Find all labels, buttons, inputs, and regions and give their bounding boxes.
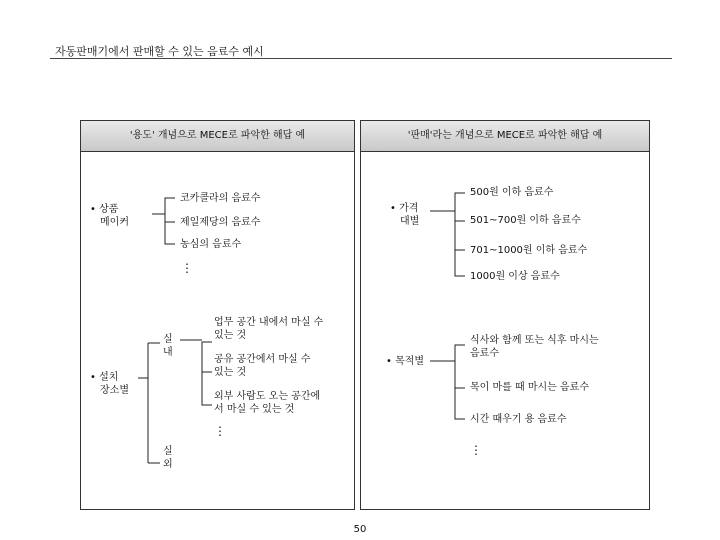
price-item-over-1000: 1000원 이상 음료수	[470, 271, 560, 282]
page-title: 자동판매기에서 판매할 수 있는 음료수 예시	[55, 45, 264, 58]
price-item-under-500: 500원 이하 음료수	[470, 187, 554, 198]
purpose-label: • 목적별	[386, 356, 425, 367]
indoor-item-work-space: 업무 공간 내에서 마실 수 있는 것	[214, 317, 324, 341]
purpose-item-thirsty: 목이 마를 때 마시는 음료수	[470, 382, 589, 393]
page-number: 50	[353, 524, 367, 535]
location-label: • 설치 장소별	[90, 372, 129, 396]
purpose-bracket	[430, 345, 465, 419]
purpose-item-pass-time: 시간 때우기 용 음료수	[470, 414, 567, 425]
indoor-item-shared-space: 공유 공간에서 마실 수 있는 것	[214, 354, 311, 378]
maker-label: • 상품 메이커	[90, 204, 129, 228]
indoor-item-visitor-space: 외부 사람도 오는 공간에 서 마실 수 있는 것	[214, 391, 321, 415]
maker-item-cj: 제일제당의 음료수	[180, 217, 261, 228]
purpose-ellipsis: ⋮	[470, 443, 482, 457]
purpose-item-with-meal: 식사와 함께 또는 식후 마시는 음료수	[470, 335, 599, 359]
outdoor-label: 실 외	[163, 446, 173, 470]
right-panel-header: '판매'라는 개념으로 MECE로 파악한 해답 예	[361, 121, 649, 152]
maker-item-nongshim: 농심의 음료수	[180, 239, 242, 250]
location-bracket	[138, 343, 160, 463]
maker-ellipsis: ⋮	[181, 261, 193, 275]
indoor-ellipsis: ⋮	[214, 424, 226, 438]
left-panel-header: '용도' 개념으로 MECE로 파악한 해답 예	[81, 121, 354, 152]
indoor-label: 실 내	[163, 334, 173, 358]
indoor-bracket	[180, 340, 212, 405]
price-item-501-700: 501~700원 이하 음료수	[470, 215, 581, 226]
maker-bracket	[152, 198, 175, 244]
maker-item-coca-cola: 코카콜라의 음료수	[180, 193, 261, 204]
price-bracket	[430, 193, 465, 276]
price-label: • 가격 대별	[390, 203, 420, 227]
price-item-701-1000: 701~1000원 이하 음료수	[470, 245, 588, 256]
